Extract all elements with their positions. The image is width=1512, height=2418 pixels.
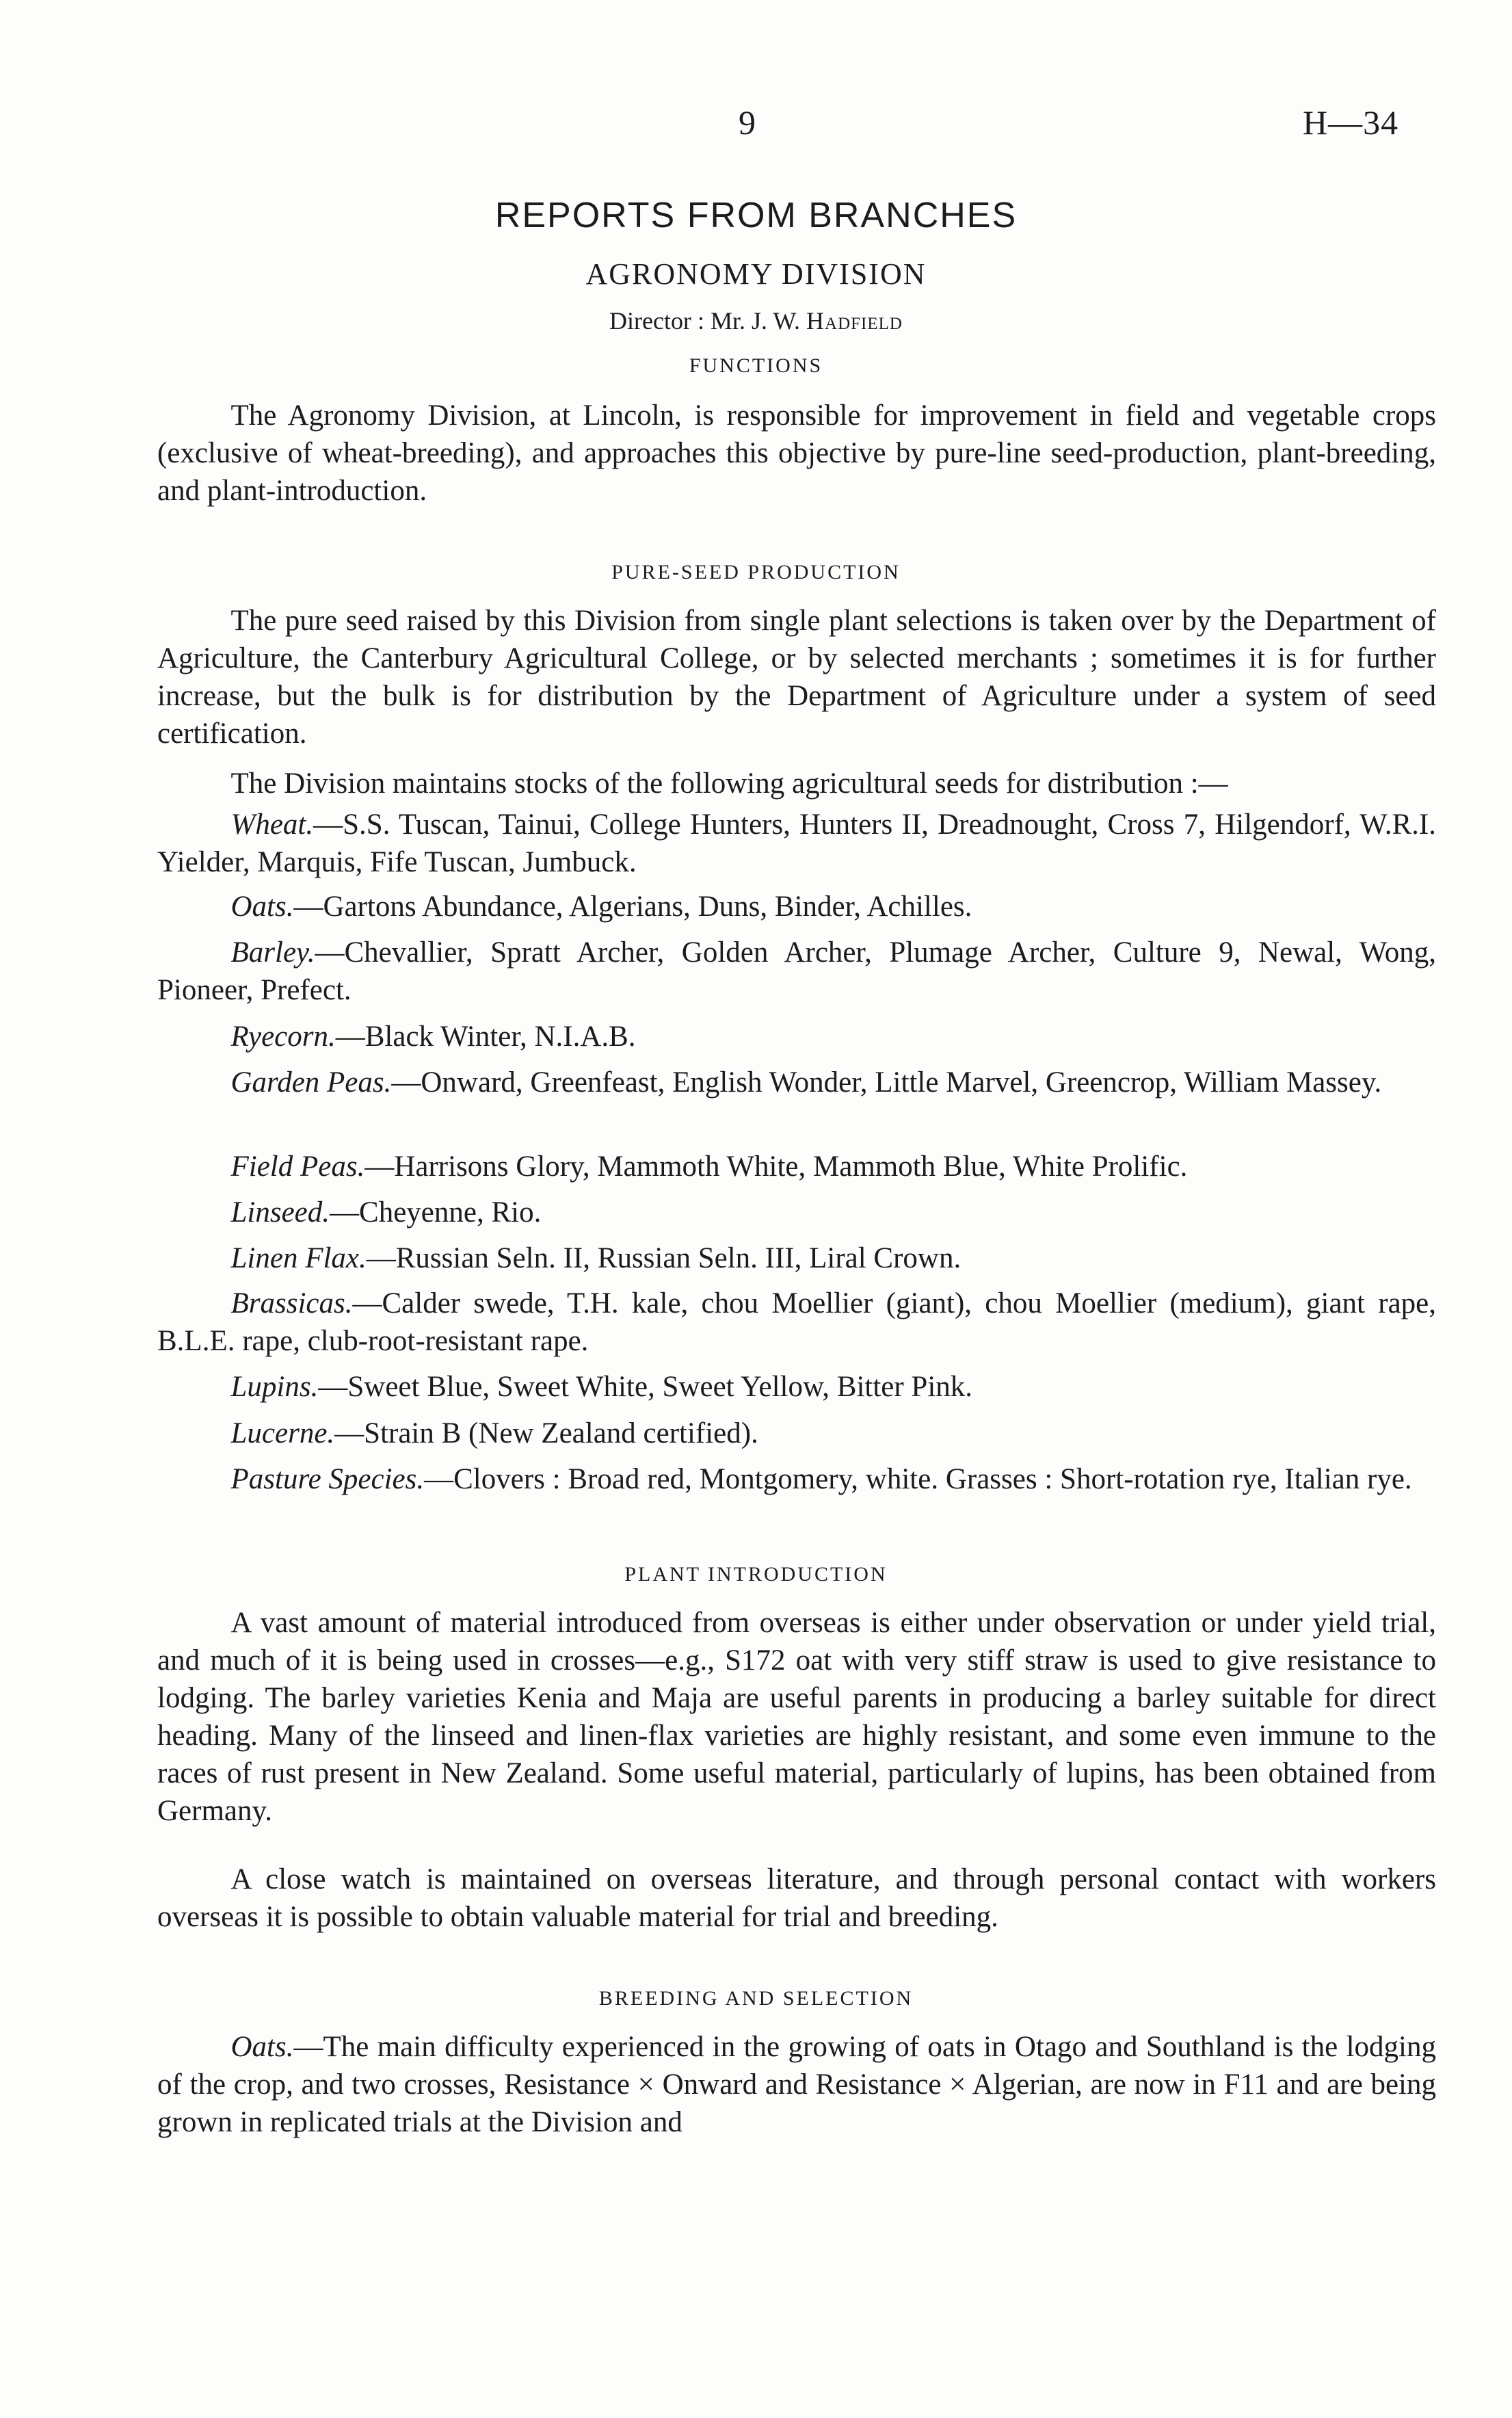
crop-varieties: —Clovers : Broad red, Montgomery, white. Grasses : Short-rotation rye, Italian rye. xyxy=(424,1463,1412,1495)
crop-varieties: —Russian Seln. II, Russian Seln. III, Liral Crown. xyxy=(366,1242,961,1274)
crop-name: Linseed. xyxy=(230,1196,330,1228)
crop-varieties: —Gartons Abundance, Algerians, Duns, Binder, Achilles. xyxy=(293,891,972,923)
crop-item-field-peas xyxy=(157,1148,1436,1185)
functions-paragraph: The Agronomy Division, at Lincoln, is responsible for improvement in field and vegetable crops (exclusive of wheat-breeding), and approaches this objective by pure-line seed-production, plant-breeding, and plant-introduction. xyxy=(157,399,1436,507)
crop-item-barley xyxy=(157,934,1436,1009)
crop-name: Pasture Species. xyxy=(230,1463,425,1495)
crop-name: Linen Flax. xyxy=(230,1242,367,1274)
crop-item-garden-peas xyxy=(157,1064,1436,1101)
crop-name: Ryecorn. xyxy=(230,1021,336,1053)
crop-varieties: —Sweet Blue, Sweet White, Sweet Yellow, Bitter Pink. xyxy=(318,1371,973,1403)
division-title: AGRONOMY DIVISION xyxy=(585,257,927,291)
overseas-literature-paragraph: A close watch is maintained on overseas literature, and through personal contact with workers overseas it is possible to obtain valuable material for trial and breeding. xyxy=(157,1863,1436,1933)
pure-seed-heading: PURE-SEED PRODUCTION xyxy=(611,561,901,583)
seed-stocks-intro: The Division maintains stocks of the following agricultural seeds for distribution :— xyxy=(230,767,1228,800)
crop-name: Barley. xyxy=(230,936,315,969)
crop-name: Lucerne. xyxy=(230,1417,335,1449)
crop-varieties: —Onward, Greenfeast, English Wonder, Little Marvel, Greencrop, William Massey. xyxy=(391,1066,1382,1099)
crop-item-lucerne xyxy=(157,1415,1436,1452)
pure-seed-paragraph: The pure seed raised by this Division from single plant selections is taken over by the Department of Agriculture, the Canterbury Agricultural College, or by selected merchants ; sometimes it is for further increase, but the bulk is for distribution by the Department of Agriculture under a system of seed certification. xyxy=(157,605,1436,750)
crop-varieties: —Strain B (New Zealand certified). xyxy=(334,1417,758,1449)
crop-name: Lupins. xyxy=(230,1371,319,1403)
functions-heading: FUNCTIONS xyxy=(689,354,823,377)
crop-item-pasture-species xyxy=(157,1460,1436,1498)
crop-varieties: —S.S. Tuscan, Tainui, College Hunters, Hunters II, Dreadnought, Cross 7, Hilgendorf, W.R.I. Yielder, Marquis, Fife Tuscan, Jumbuck. xyxy=(157,809,1436,878)
page-number: 9 xyxy=(739,103,756,142)
crop-item-brassicas xyxy=(157,1285,1436,1360)
breeding-heading: BREEDING AND SELECTION xyxy=(598,1987,914,2010)
crop-varieties: —Harrisons Glory, Mammoth White, Mammoth Blue, White Prolific. xyxy=(364,1151,1188,1183)
main-heading: REPORTS FROM BRANCHES xyxy=(494,196,1018,235)
crop-item-oats xyxy=(157,888,1436,925)
crop-name: Field Peas. xyxy=(230,1151,365,1183)
crop-item-lupins xyxy=(157,1368,1436,1406)
director-label: Director : xyxy=(609,307,704,334)
crop-item-linseed xyxy=(157,1194,1436,1231)
director-name: Mr. J. W. xyxy=(710,307,801,334)
breeding-text: —The main difficulty experienced in the growing of oats in Otago and Southland is the lodging of the crop, and two crosses, Resistance × Onward and Resistance × Algerian, are now in F11 and are being grown in replicated trials at the Division and xyxy=(157,2031,1436,2138)
crop-name: Oats. xyxy=(230,2031,294,2063)
document-reference: H—34 xyxy=(1303,103,1399,142)
crop-varieties: —Cheyenne, Rio. xyxy=(330,1196,542,1228)
director-surname: Hadfield xyxy=(806,307,903,334)
crop-name: Oats. xyxy=(230,891,294,923)
crop-item-wheat xyxy=(157,806,1436,881)
director-line xyxy=(0,306,1512,335)
crop-varieties: —Chevallier, Spratt Archer, Golden Archer, Plumage Archer, Culture 9, Newal, Wong, Pioneer, Prefect. xyxy=(157,936,1436,1006)
crop-name: Brassicas. xyxy=(230,1287,353,1319)
crop-name: Garden Peas. xyxy=(230,1066,392,1099)
crop-item-ryecorn xyxy=(157,1018,1436,1055)
crop-varieties: —Black Winter, N.I.A.B. xyxy=(335,1021,636,1053)
breeding-oats-paragraph xyxy=(157,2028,1436,2141)
plant-introduction-paragraph: A vast amount of material introduced from overseas is either under observation or under yield trial, and much of it is being used in crosses—e.g., S172 oat with very stiff straw is used to give resistance to lodging. The barley varieties Kenia and Maja are useful parents in producing a barley suitable for direct heading. Many of the linseed and linen-flax varieties are highly resistant, and some even immune to the races of rust present in New Zealand. Some useful material, particularly of lupins, has been obtained from Germany. xyxy=(157,1607,1436,1827)
crop-name: Wheat. xyxy=(230,809,314,841)
crop-varieties: —Calder swede, T.H. kale, chou Moellier (giant), chou Moellier (medium), giant rape, B.L.E. rape, club-root-resistant rape. xyxy=(157,1287,1436,1357)
plant-introduction-heading: PLANT INTRODUCTION xyxy=(624,1563,888,1586)
crop-item-linen-flax xyxy=(157,1239,1436,1277)
